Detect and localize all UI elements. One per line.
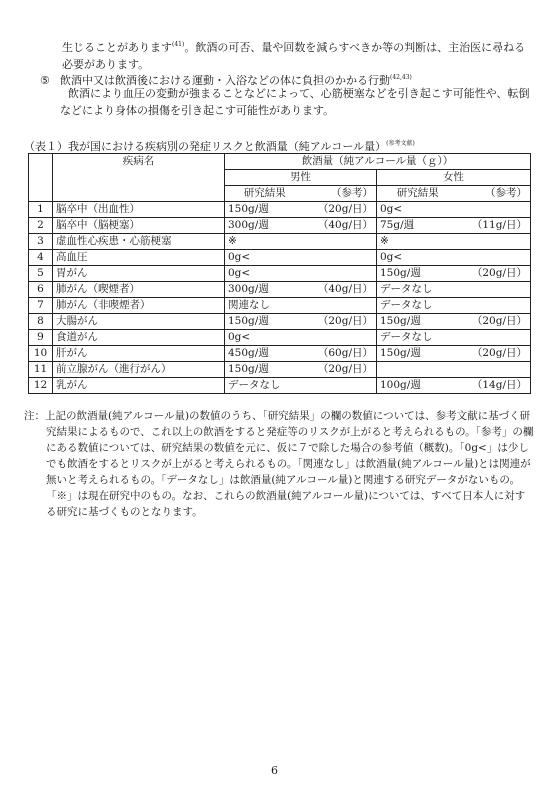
reference-marker: (参考文献) bbox=[386, 140, 415, 147]
table-caption-text: （表１）我が国における疾病別の発症リスクと飲酒量（純アルコール量） bbox=[24, 140, 387, 153]
row-number: 3 bbox=[29, 234, 53, 250]
male-reference bbox=[305, 298, 377, 314]
female-reference bbox=[459, 282, 531, 298]
table-body bbox=[29, 202, 531, 394]
table-row bbox=[29, 346, 531, 362]
female-result: 150g/週 bbox=[377, 266, 459, 282]
row-number: 1 bbox=[29, 202, 53, 218]
female-result: 0g< bbox=[377, 202, 459, 218]
row-number: 12 bbox=[29, 378, 53, 394]
male-result: データなし bbox=[225, 378, 305, 394]
row-number: 11 bbox=[29, 362, 53, 378]
item5-body: 飲酒により血圧の変動が強まることなどによって、心筋梗塞などを引き起こす可能性や、転倒などにより身体の損傷を引き起こす可能性があります。 bbox=[60, 87, 530, 117]
header-male-reference: （参考） bbox=[305, 186, 377, 202]
female-reference: （11g/日） bbox=[459, 218, 531, 234]
female-result: 75g/週 bbox=[377, 218, 459, 234]
table-caption bbox=[24, 138, 415, 154]
disease-name: 乳がん bbox=[53, 378, 225, 394]
table-row bbox=[29, 362, 531, 378]
table-row bbox=[29, 202, 531, 218]
disease-name: 脳卒中（出血性） bbox=[53, 202, 225, 218]
reference-marker: (42,43) bbox=[390, 74, 412, 81]
female-result: データなし bbox=[377, 330, 459, 346]
header-female: 女性 bbox=[377, 170, 531, 186]
disease-name: 大腸がん bbox=[53, 314, 225, 330]
row-number: 5 bbox=[29, 266, 53, 282]
male-result: 0g< bbox=[225, 330, 305, 346]
table-row bbox=[29, 266, 531, 282]
disease-name: 虚血性心疾患・心筋梗塞 bbox=[53, 234, 225, 250]
disease-name: 食道がん bbox=[53, 330, 225, 346]
male-reference bbox=[305, 266, 377, 282]
male-result: 150g/週 bbox=[225, 362, 305, 378]
male-reference bbox=[305, 250, 377, 266]
male-reference: （40g/日） bbox=[305, 282, 377, 298]
disease-name: 肺がん（喫煙者） bbox=[53, 282, 225, 298]
female-result: ※ bbox=[377, 234, 459, 250]
female-result: 150g/週 bbox=[377, 346, 459, 362]
table-row bbox=[29, 330, 531, 346]
female-reference: （20g/日） bbox=[459, 314, 531, 330]
male-reference: （60g/日） bbox=[305, 346, 377, 362]
table-row bbox=[29, 234, 531, 250]
header-male-result: 研究結果 bbox=[225, 186, 305, 202]
item-number: ⑤ bbox=[40, 74, 50, 87]
header-disease: 疾病名 bbox=[53, 154, 225, 202]
disease-name: 肺がん（非喫煙者） bbox=[53, 298, 225, 314]
male-result: 150g/週 bbox=[225, 314, 305, 330]
table-row bbox=[29, 298, 531, 314]
female-reference: （20g/日） bbox=[459, 346, 531, 362]
female-reference bbox=[459, 234, 531, 250]
row-number: 6 bbox=[29, 282, 53, 298]
intro-text-cont: 。飲酒の可否、量や回数を減らすべきか等の判断は、主治医に尋ねる必要があります。 bbox=[62, 41, 526, 71]
disease-name: 前立腺がん（進行がん） bbox=[53, 362, 225, 378]
male-reference: （40g/日） bbox=[305, 218, 377, 234]
item-heading-text: 飲酒中又は飲酒後における運動・入浴などの体に負担のかかる行動 bbox=[60, 74, 390, 87]
header-amount: 飲酒量（純アルコール量（ｇ）） bbox=[225, 154, 531, 170]
row-number: 7 bbox=[29, 298, 53, 314]
female-reference bbox=[459, 298, 531, 314]
male-reference: （20g/日） bbox=[305, 362, 377, 378]
row-number: 9 bbox=[29, 330, 53, 346]
header-female-reference: （参考） bbox=[459, 186, 531, 202]
disease-name: 高血圧 bbox=[53, 250, 225, 266]
header-male: 男性 bbox=[225, 170, 377, 186]
table-row bbox=[29, 378, 531, 394]
table-row bbox=[29, 282, 531, 298]
table-row bbox=[29, 250, 531, 266]
male-result: 300g/週 bbox=[225, 218, 305, 234]
row-number: 2 bbox=[29, 218, 53, 234]
female-result: 100g/週 bbox=[377, 378, 459, 394]
female-result bbox=[377, 362, 459, 378]
female-reference bbox=[459, 202, 531, 218]
reference-marker: (41) bbox=[172, 41, 185, 48]
female-result: データなし bbox=[377, 282, 459, 298]
note-text: 注：上記の飲酒量(純アルコール量)の数値のうち、「研究結果」の欄の数値については、参考文献に基づく研究結果によるもので、これ以上の飲酒をすると発症等のリスクが上がると考えられるもの。「参考」の欄にある数値については、研究結果の数値を元に、仮に７で除した場合の参考値（概数)。「0g<」は少しでも飲酒をするとリスクが上がると考えられるもの。「関連なし」は飲酒量(純アルコール量)とは関連が無いと考えられるもの。「データなし」は飲酒量(純アルコール量)と関連する研究データがないもの。「※」は現在研究中のもの。なお、これらの飲酒量(純アルコール量)については、すべて日本人に対する研究に基づくものとなります。 bbox=[24, 410, 534, 518]
male-result: 450g/週 bbox=[225, 346, 305, 362]
male-result: 150g/週 bbox=[225, 202, 305, 218]
intro-paragraph bbox=[62, 36, 532, 73]
male-reference: （20g/日） bbox=[305, 314, 377, 330]
header-number bbox=[29, 154, 53, 202]
male-result: 関連なし bbox=[225, 298, 305, 314]
disease-name: 脳卒中（脳梗塞） bbox=[53, 218, 225, 234]
male-result: 300g/週 bbox=[225, 282, 305, 298]
row-number: 8 bbox=[29, 314, 53, 330]
female-reference bbox=[459, 250, 531, 266]
table-row bbox=[29, 314, 531, 330]
intro-text: 生じることがあります bbox=[62, 41, 172, 54]
row-number: 10 bbox=[29, 346, 53, 362]
female-reference bbox=[459, 362, 531, 378]
female-reference bbox=[459, 330, 531, 346]
male-reference: （20g/日） bbox=[305, 202, 377, 218]
header-female-result: 研究結果 bbox=[377, 186, 459, 202]
table-row bbox=[29, 218, 531, 234]
risk-table bbox=[28, 153, 531, 394]
female-result: 0g< bbox=[377, 250, 459, 266]
row-number: 4 bbox=[29, 250, 53, 266]
page-number: 6 bbox=[271, 764, 278, 777]
disease-name: 胃がん bbox=[53, 266, 225, 282]
male-result: 0g< bbox=[225, 250, 305, 266]
disease-name: 肝がん bbox=[53, 346, 225, 362]
male-reference bbox=[305, 378, 377, 394]
male-reference bbox=[305, 234, 377, 250]
female-result: データなし bbox=[377, 298, 459, 314]
female-reference: （20g/日） bbox=[459, 266, 531, 282]
female-result: 150g/週 bbox=[377, 314, 459, 330]
table-note bbox=[24, 408, 534, 520]
male-result: 0g< bbox=[225, 266, 305, 282]
female-reference: （14g/日） bbox=[459, 378, 531, 394]
male-reference bbox=[305, 330, 377, 346]
male-result: ※ bbox=[225, 234, 305, 250]
